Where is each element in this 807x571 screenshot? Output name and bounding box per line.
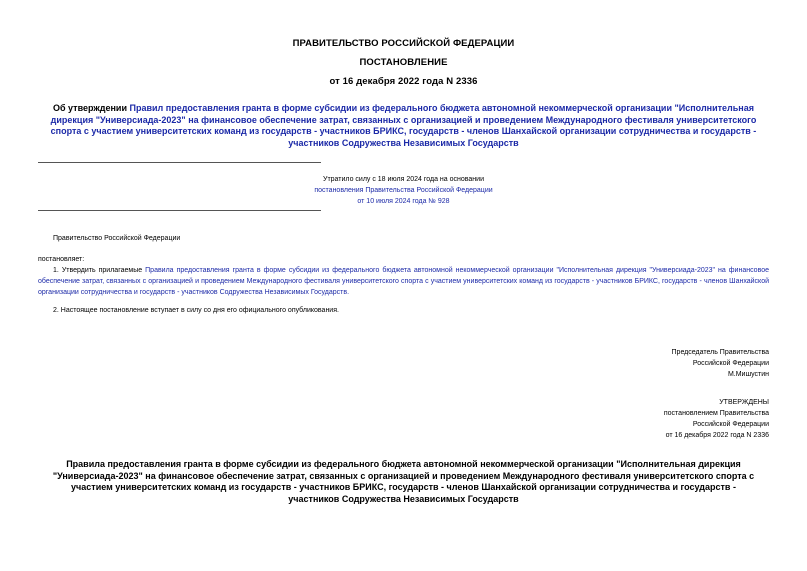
status-decree-date-link[interactable]: от 10 июля 2024 года № 928 (357, 198, 450, 205)
approved-line-4: от 16 декабря 2022 года N 2336 (665, 432, 769, 439)
status-bottom-rule (38, 210, 321, 211)
item-1-prefix: 1. Утвердить прилагаемые (53, 267, 143, 274)
signature-line-3: М.Мишустин (727, 371, 769, 378)
status-top-rule (38, 162, 321, 163)
title-prefix: Об утверждении (53, 103, 127, 113)
date-number: от 16 декабря 2022 года N 2336 (329, 76, 478, 87)
item-2: 2. Настоящее постановление вступает в силу со дня его официального опубликования. (53, 307, 339, 314)
approved-block (664, 397, 769, 441)
status-line-1: Утратило силу с 18 июля 2024 года на основании (323, 176, 484, 183)
signature-block (672, 347, 769, 380)
title-rules-link[interactable]: Правил предоставления гранта в форме субсидии из федерального бюджета автономной некоммерческой организации "Исполнительная дирекция "Универсиада-2023" на финансовое обеспечение затрат, связанных с организацией и проведением Международного фестиваля университетского спорта с участием университетских команд из государств - участников БРИКС, государств - членов Шанхайской организации сотрудничества и государств - участников Содружества Независимых Государств (50, 103, 757, 148)
rules-title: Правила предоставления гранта в форме субсидии из федерального бюджета автономной некоммерческой организации "Исполнительная дирекция "Универсиада-2023" на финансовое обеспечение затрат, связанных с организацией и проведением Международного фестиваля университетского спорта с участием университетских команд из государств - участников БРИКС, государств - членов Шанхайской организации сотрудничества и государств - участников Содружества Независимых Государств (52, 459, 755, 504)
signature-line-2: Российской Федерации (692, 360, 769, 367)
status-decree-link[interactable]: постановления Правительства Российской Федерации (314, 187, 493, 194)
approved-line-3: Российской Федерации (692, 421, 769, 428)
approved-line-1: УТВЕРЖДЕНЫ (719, 399, 769, 406)
resolves-line: постановляет: (38, 256, 85, 263)
government-line: Правительство Российской Федерации (53, 235, 181, 242)
status-note (230, 174, 577, 207)
signature-line-1: Председатель Правительства (671, 349, 769, 356)
approved-line-2: постановлением Правительства (663, 410, 769, 417)
doc-type-heading: ПОСТАНОВЛЕНИЕ (359, 57, 448, 68)
item-1-rules-link[interactable]: Правила предоставления гранта в форме субсидии из федерального бюджета автономной некоммерческой организации "Исполнительная дирекция "Универсиада-2023" на финансовое обеспечение затрат, связанных с организацией и проведением Международного фестиваля университетского спорта с участием университетских команд из государств - участников БРИКС, государств - членов Шанхайской организации сотрудничества и государств - участников Содружества Независимых Государств. (38, 267, 769, 296)
document-title (48, 103, 759, 149)
government-heading: ПРАВИТЕЛЬСТВО РОССИЙСКОЙ ФЕДЕРАЦИИ (292, 38, 515, 49)
item-1 (38, 265, 769, 298)
